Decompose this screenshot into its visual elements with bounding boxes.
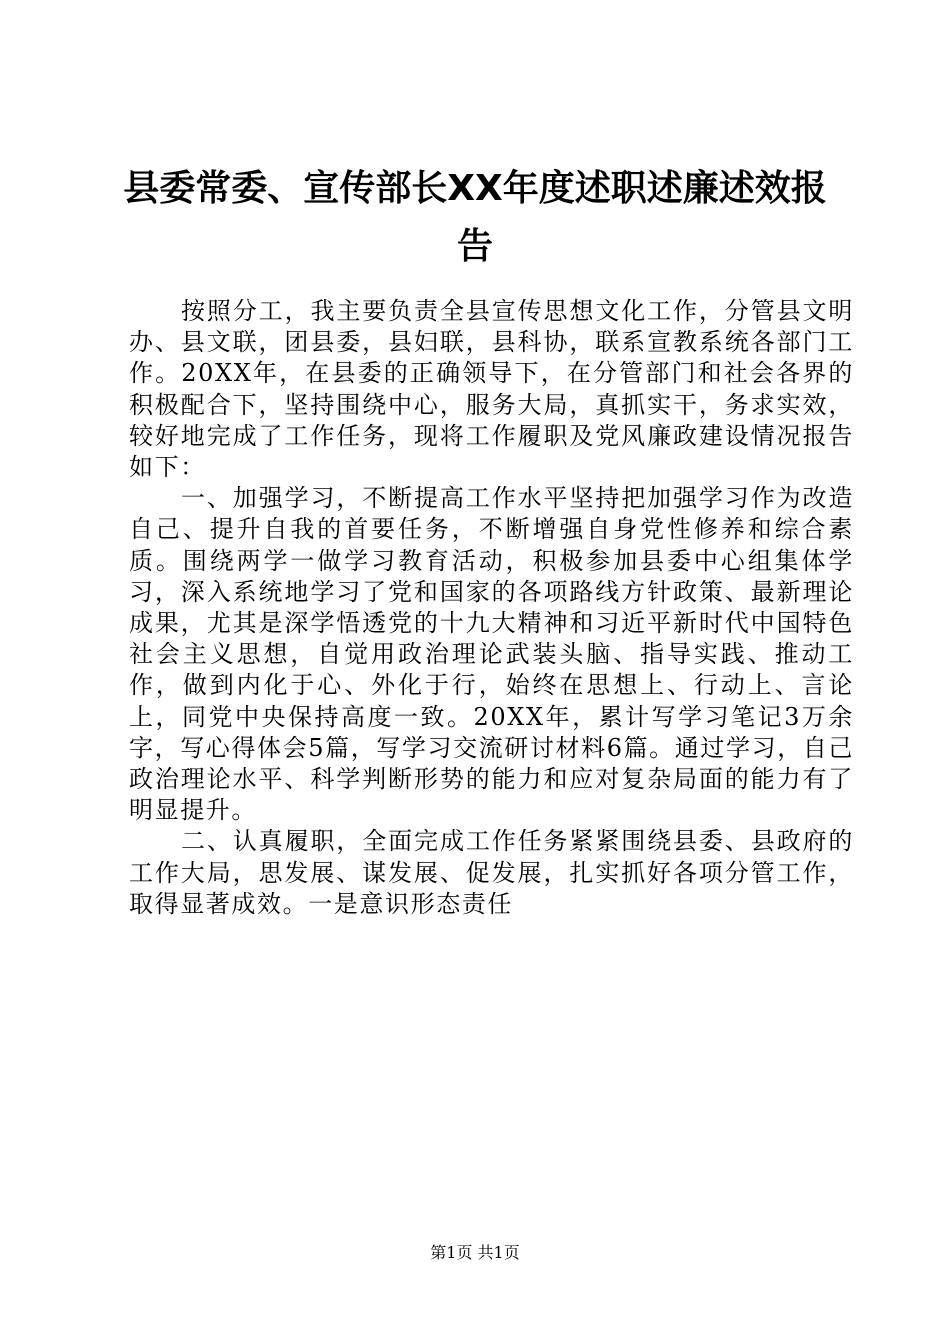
paragraph-intro: 按照分工，我主要负责全县宣传思想文化工作，分管县文明办、县文联，团县委，县妇联，县科协，联系宣教系统各部门工作。20XX年，在县委的正确领导下，在分管部门和社会各界的积极配合下，坚持围绕中心，服务大局，真抓实干，务求实效，较好地完成了工作任务，现将工作履职及党风廉政建设情况报告如下： xyxy=(129,297,854,482)
page-footer: 第1页 共1页 xyxy=(430,1243,520,1262)
paragraph-study: 一、加强学习，不断提高工作水平坚持把加强学习作为改造自己、提升自我的首要任务，不断增强自身党性修养和综合素质。围绕两学一做学习教育活动，积极参加县委中心组集体学习，深入系统地学习了党和国家的各项路线方针政策、最新理论成果，尤其是深学悟透党的十九大精神和习近平新时代中国特色社会主义思想，自觉用政治理论武装头脑、指导实践、推动工作，做到内化于心、外化于行，始终在思想上、行动上、言论上，同党中央保持高度一致。20XX年，累计写学习笔记3万余字，写心得体会5篇，写学习交流研讨材料6篇。通过学习，自己政治理论水平、科学判断形势的能力和应对复杂局面的能力有了明显提升。 xyxy=(129,484,854,825)
document-title: 县委常委、宣传部长XX年度述职述廉述效报告 xyxy=(123,168,827,267)
paragraph-duties: 二、认真履职，全面完成工作任务紧紧围绕县委、县政府的工作大局，思发展、谋发展、促发展，扎实抓好各项分管工作，取得显著成效。一是意识形态责任 xyxy=(129,827,854,918)
document-body xyxy=(129,296,854,920)
